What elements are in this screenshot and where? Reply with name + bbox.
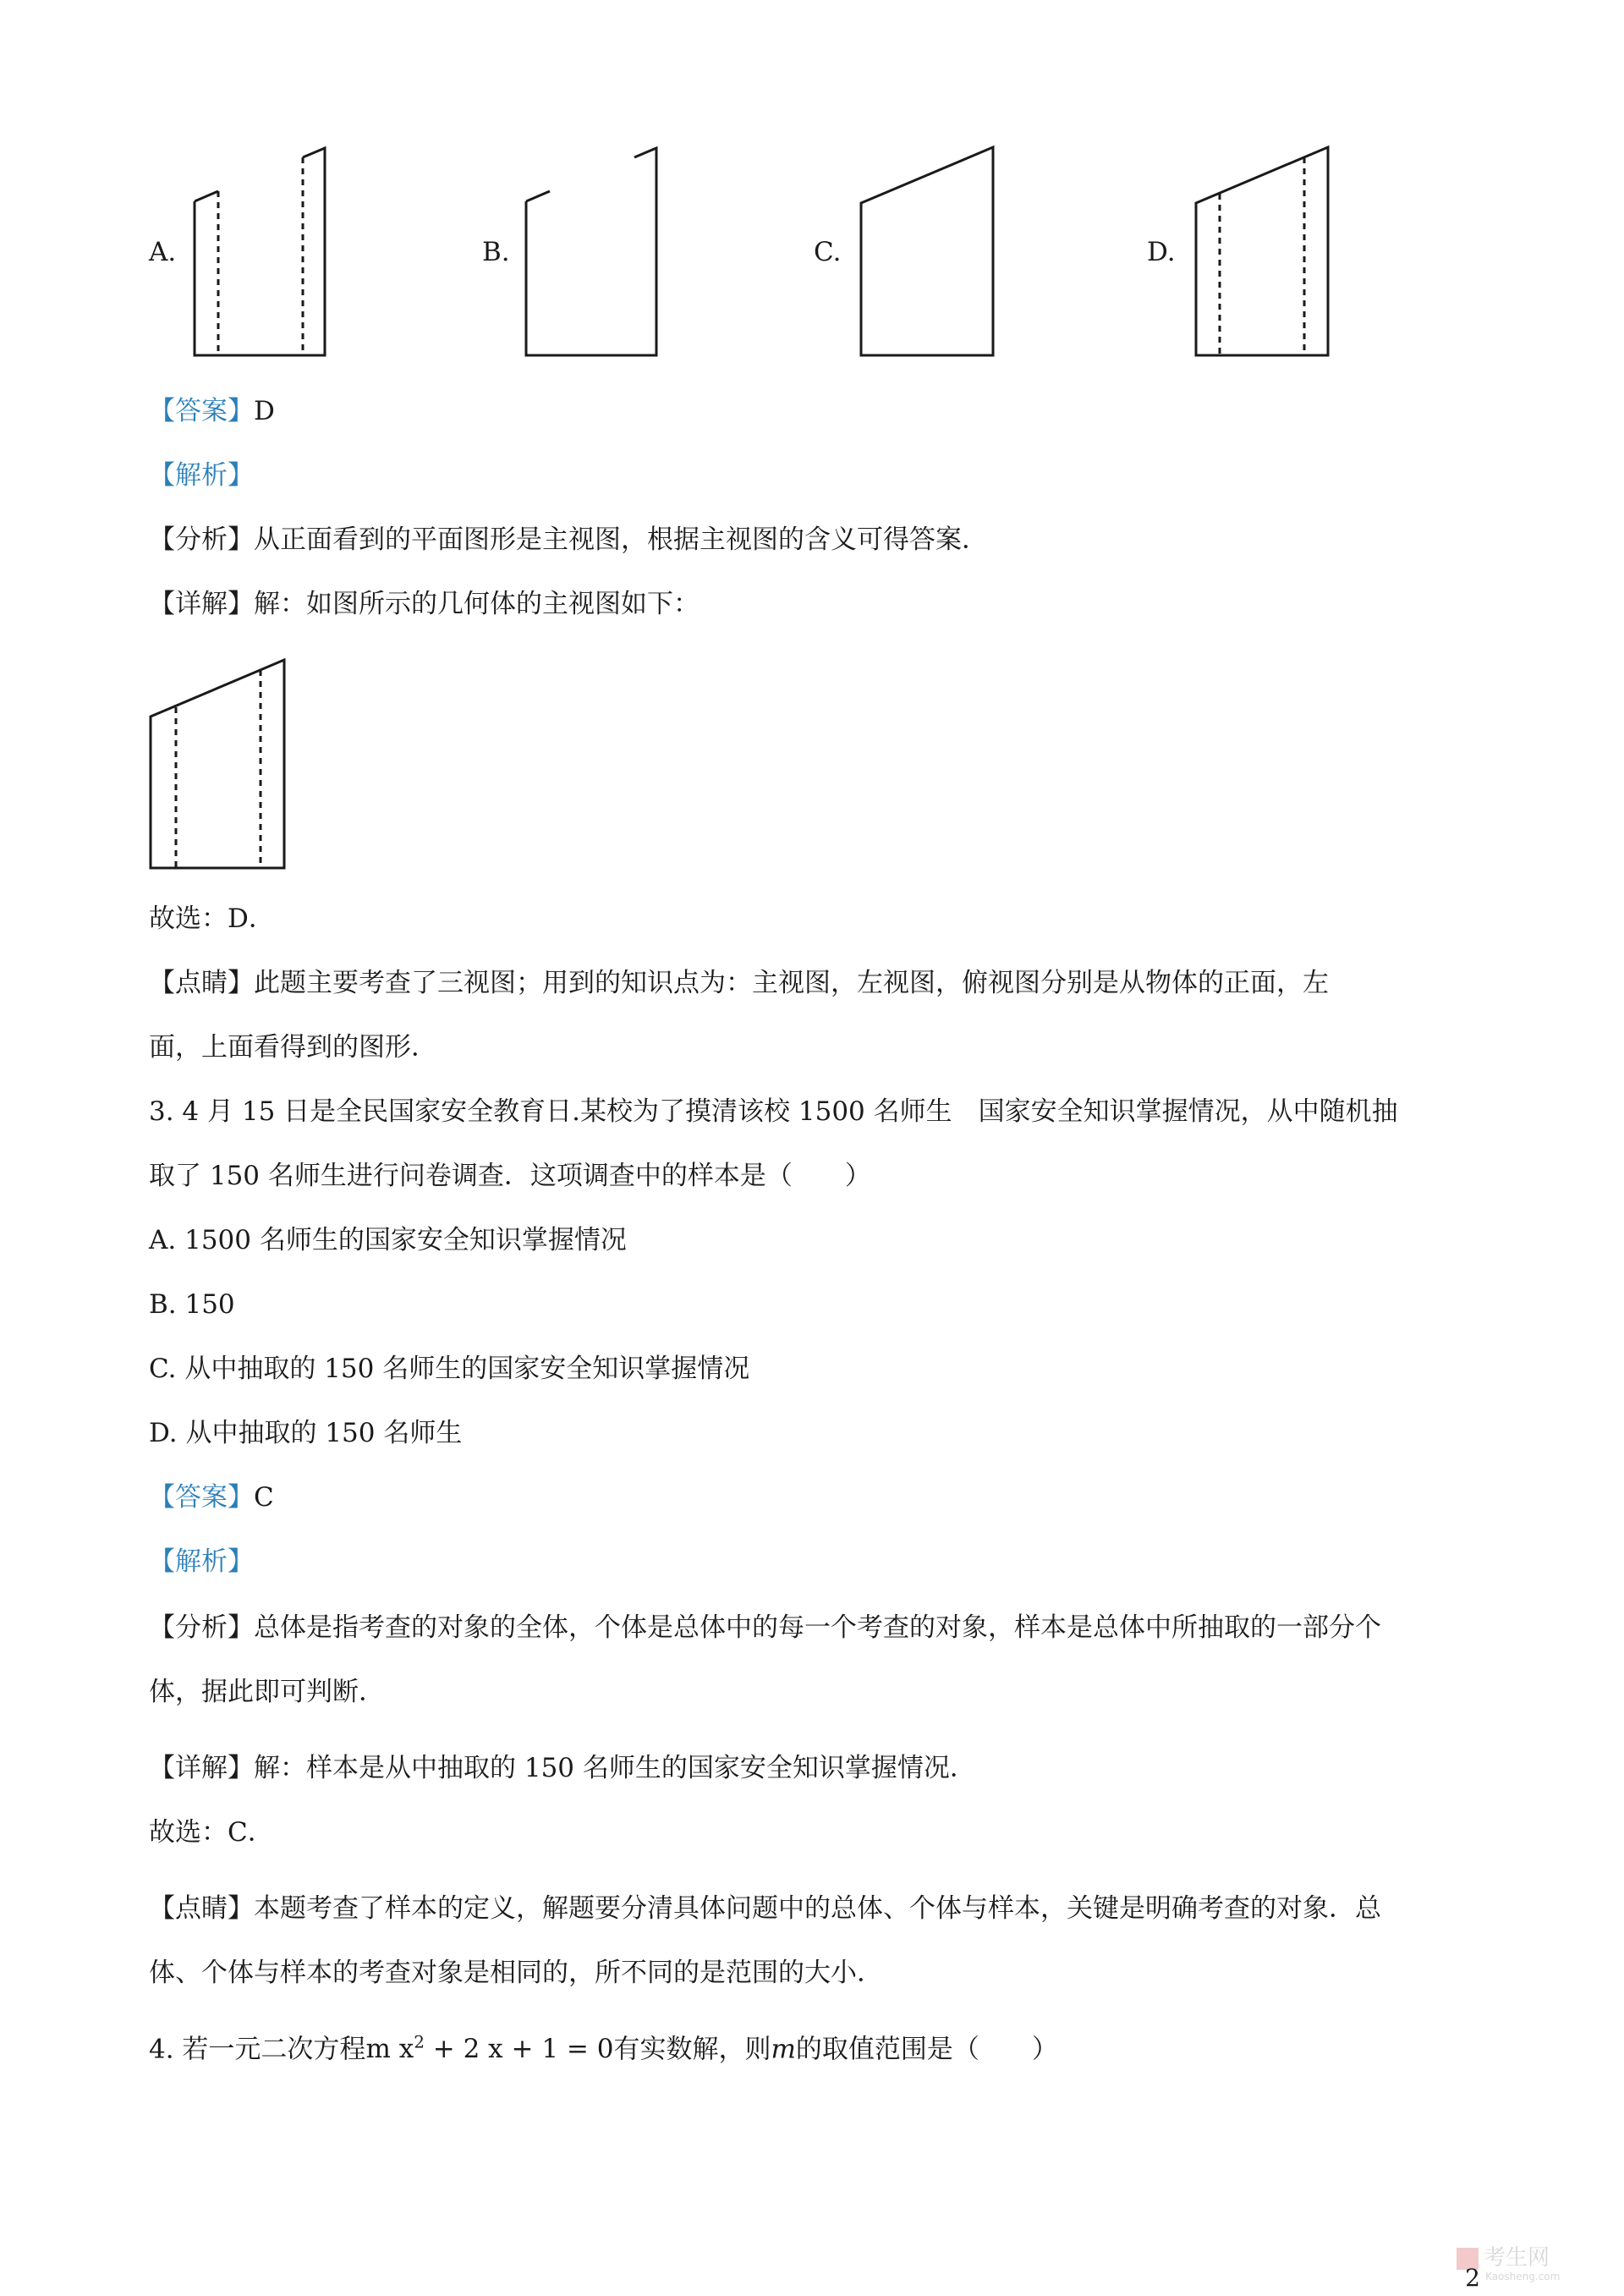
q2-answer-line <box>149 394 275 428</box>
q3-dianjing-l1 <box>149 1892 1381 1925</box>
q3-fenxi-l2: 体，据此即可判断． <box>149 1677 385 1707</box>
q3-fenxi-l1 <box>149 1611 1381 1645</box>
xiangjie-text: 解：样本是从中抽取的 150 名师生的国家安全知识掌握情况． <box>254 1753 976 1783</box>
dianjing-text-l1: 此题主要考查了三视图；用到的知识点为：主视图，左视图，俯视图分别是从物体的正面，左 <box>254 968 1329 998</box>
q2-option-b-label[interactable]: B. <box>482 237 510 267</box>
answer-tag: 【答案】 <box>149 1482 254 1513</box>
q3-option-d[interactable]: D. 从中抽取的 150 名师生 <box>149 1418 463 1448</box>
fenxi-text-l1: 总体是指考查的对象的全体，个体是总体中的每一个考查的对象，样本是总体中所抽取的一部分个 <box>254 1612 1381 1643</box>
q3-option-b[interactable]: B. 150 <box>149 1289 235 1320</box>
q3-dianjing-l2: 体、个体与样本的考查对象是相同的，所不同的是范围的大小． <box>149 1958 883 1988</box>
watermark-sub: Kaosheng.com <box>1485 2271 1561 2282</box>
fenxi-text: 从正面看到的平面图形是主视图，根据主视图的含义可得答案． <box>254 525 988 555</box>
q2-option-a-figure <box>186 142 338 362</box>
q3-xiangjie <box>149 1751 976 1785</box>
q3-option-c[interactable]: C. 从中抽取的 150 名师生的国家安全知识掌握情况 <box>149 1354 750 1384</box>
eq-rest: + 2 x + 1 = 0 <box>424 2034 614 2065</box>
q2-answer: D <box>254 396 275 426</box>
q2-option-c-figure <box>853 142 1005 362</box>
q3-stem-l2: 取了 150 名师生进行问卷调查．这项调查中的样本是（ ） <box>149 1161 871 1191</box>
q2-dianjing-l1 <box>149 966 1329 1000</box>
dianjing-text-l1: 本题考查了样本的定义，解题要分清具体问题中的总体、个体与样本，关键是明确考查的对象．总 <box>254 1893 1381 1924</box>
q2-solution-figure <box>145 656 298 876</box>
answer-tag: 【答案】 <box>149 396 254 426</box>
q3-answer-line <box>149 1480 274 1514</box>
q2-dianjing-l2: 面，上面看得到的图形． <box>149 1032 437 1063</box>
q3-option-a[interactable]: A. 1500 名师生的国家安全知识掌握情况 <box>149 1225 627 1255</box>
xiangjie-tag: 【详解】 <box>149 589 254 619</box>
q2-xiangjie <box>149 587 700 621</box>
q4-stem <box>149 2025 1058 2066</box>
page-number: 2 <box>1465 2264 1480 2292</box>
q4-equation <box>365 2034 613 2064</box>
q4-mid: 有实数解，则 <box>613 2034 771 2065</box>
q2-fenxi <box>149 523 988 557</box>
q2-option-a-label[interactable]: A. <box>149 237 177 267</box>
q2-analysis-heading <box>149 459 254 492</box>
q2-option-d-label[interactable]: D. <box>1147 237 1176 267</box>
watermark-text: 考生网 <box>1484 2245 1550 2271</box>
q3-analysis-heading <box>149 1545 254 1579</box>
eq-m: m <box>365 2034 391 2065</box>
q4-var: m <box>771 2034 796 2065</box>
eq-x: x <box>398 2034 414 2065</box>
q4-prefix: 4. 若一元二次方程 <box>149 2034 366 2065</box>
q2-choice: 故选：D． <box>149 904 275 934</box>
eq-sup: 2 <box>414 2032 425 2052</box>
xiangjie-text: 解：如图所示的几何体的主视图如下： <box>254 589 700 619</box>
dianjing-tag: 【点睛】 <box>149 1893 254 1924</box>
q2-option-c-label[interactable]: C. <box>814 237 842 267</box>
q3-stem-l1: 3. 4 月 15 日是全民国家安全教育日.某校为了摸清该校 1500 名师生 国家安全知识掌握情况，从中随机抽 <box>149 1096 1398 1127</box>
analysis-tag: 【解析】 <box>149 460 254 491</box>
q3-answer: C <box>254 1482 274 1513</box>
q2-option-d-figure <box>1188 142 1340 362</box>
q3-choice: 故选：C． <box>149 1817 274 1848</box>
fenxi-tag: 【分析】 <box>149 1612 254 1643</box>
q2-option-b-figure <box>518 142 670 362</box>
q4-suffix: 的取值范围是（ ） <box>795 2034 1058 2065</box>
analysis-tag: 【解析】 <box>149 1546 254 1577</box>
fenxi-tag: 【分析】 <box>149 525 254 555</box>
xiangjie-tag: 【详解】 <box>149 1753 254 1783</box>
dianjing-tag: 【点睛】 <box>149 968 254 998</box>
